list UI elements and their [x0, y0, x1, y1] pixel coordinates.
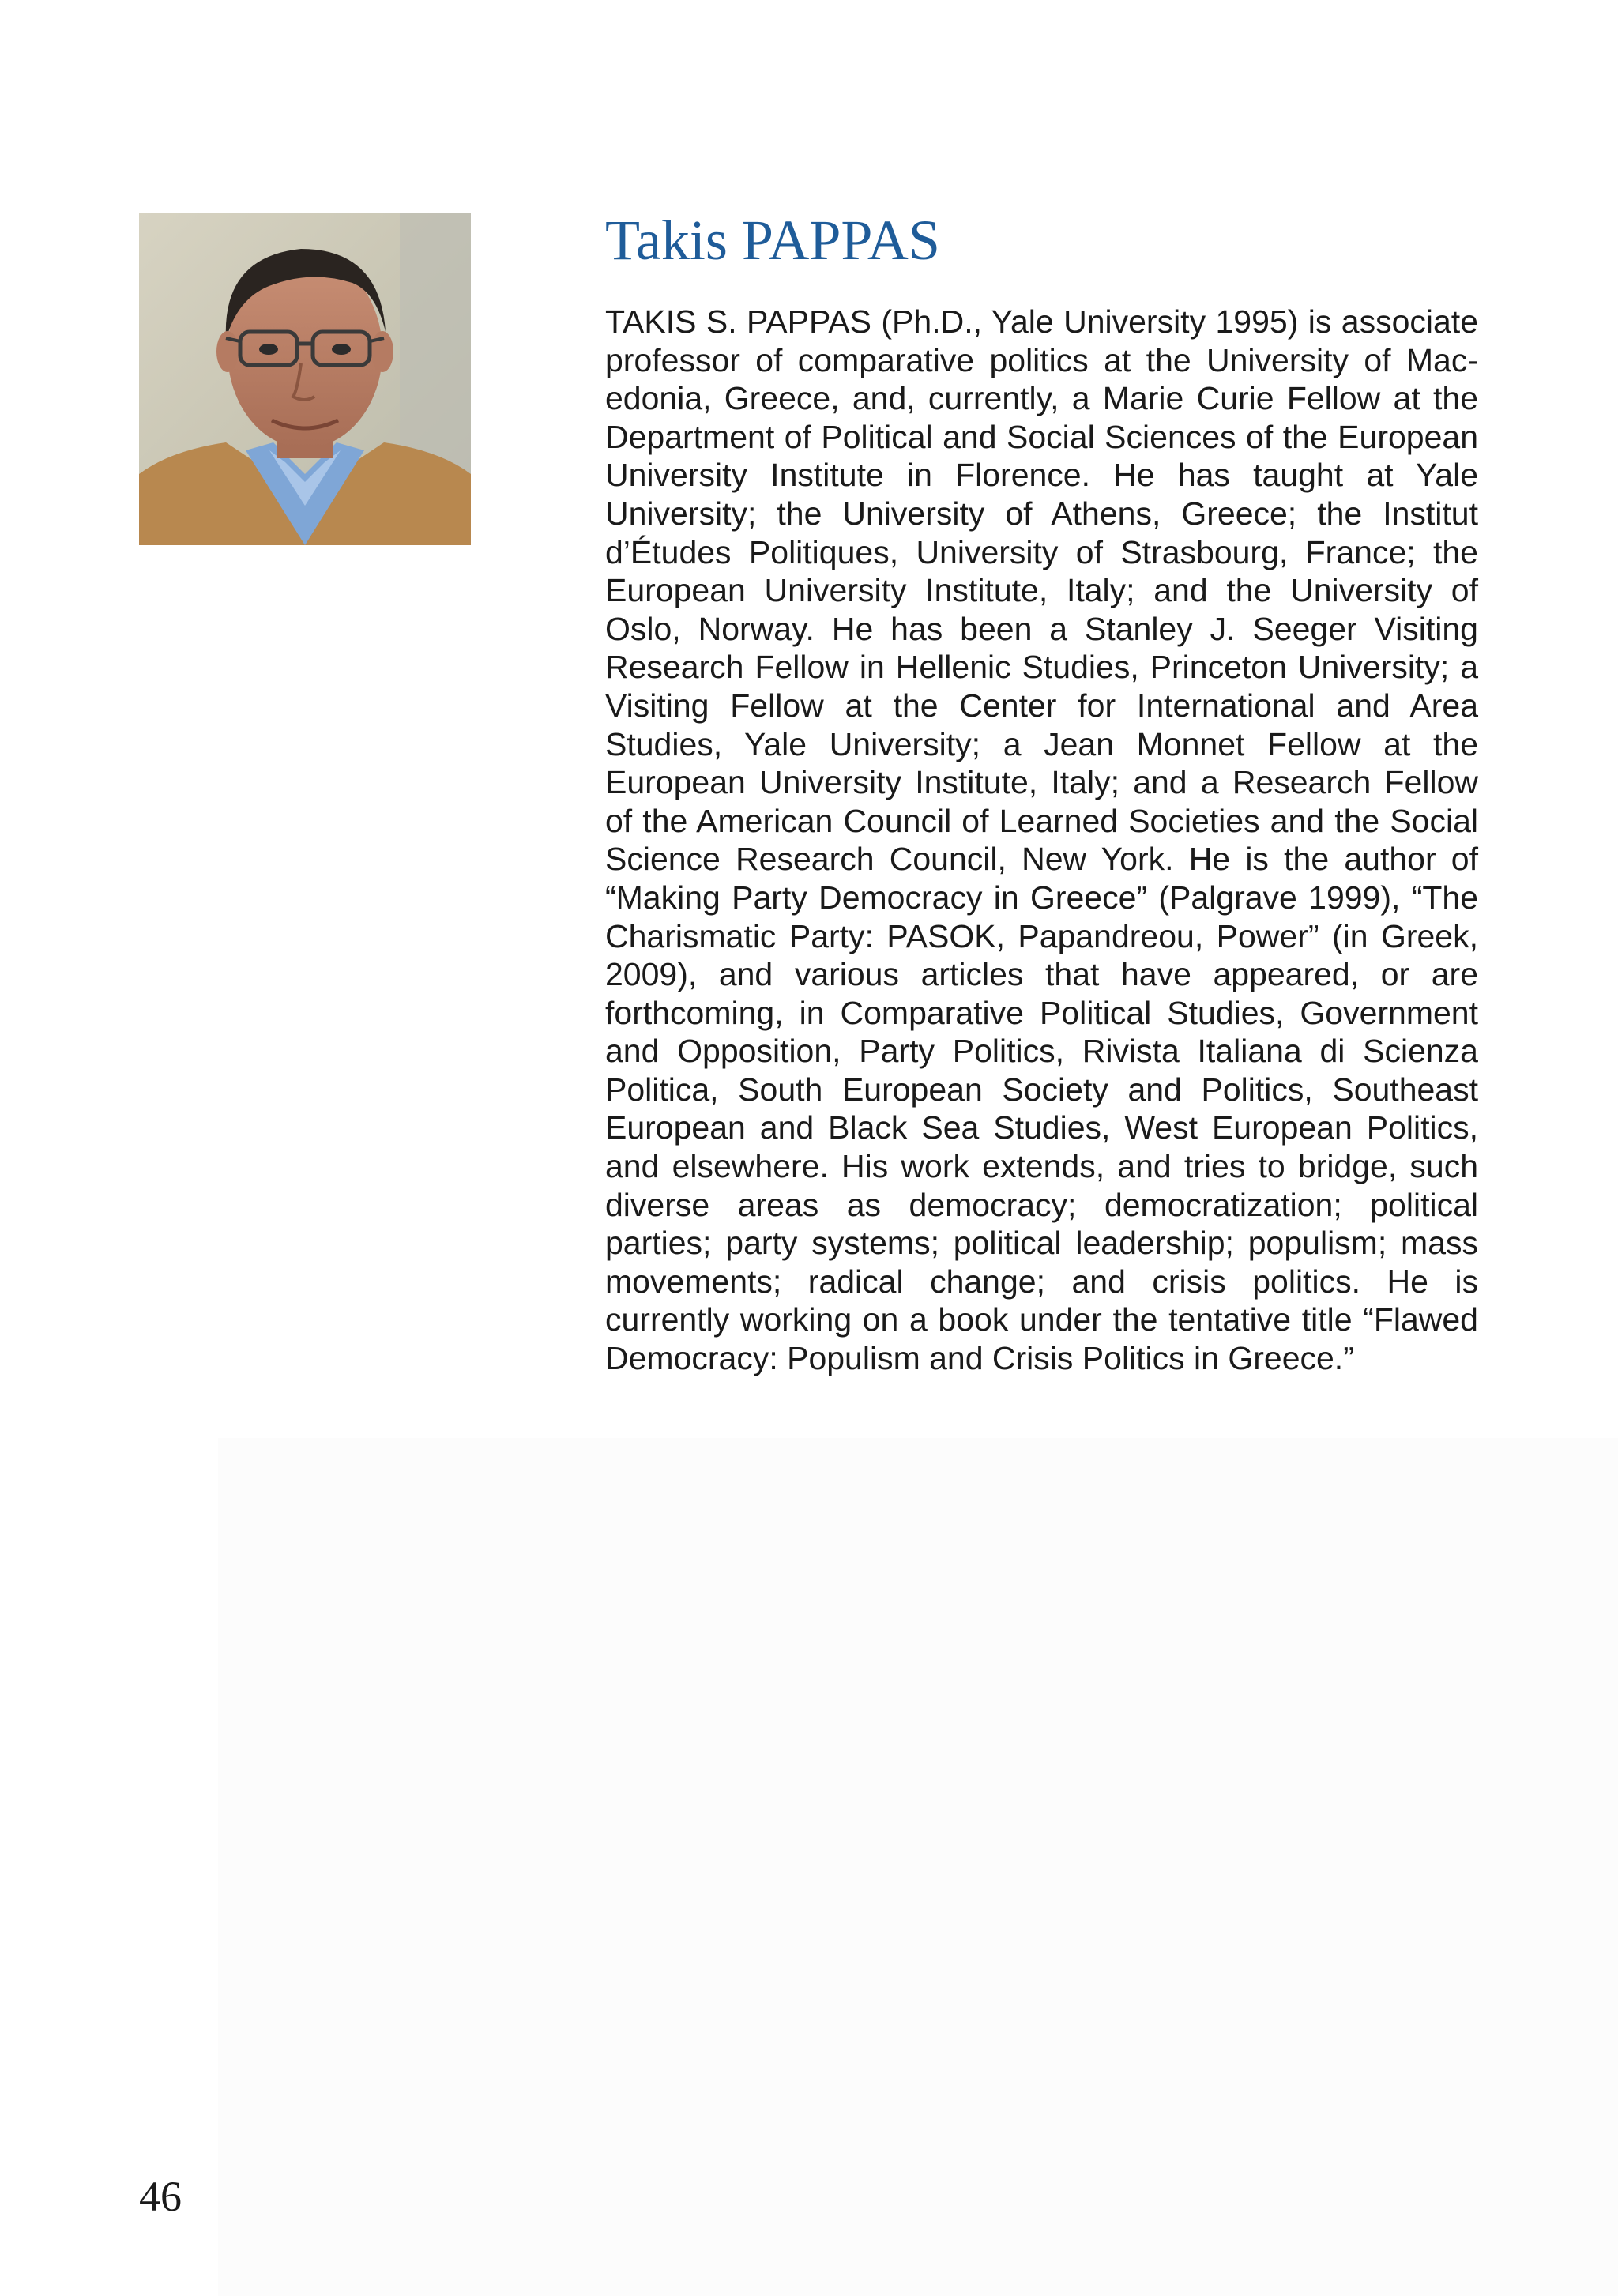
biography-paragraph: TAKIS S. PAPPAS (Ph.D., Yale University 1995) is associate professor of comparative politics at the University of Macedonia, Greece, and, currently, a Marie Curie Fellow at the Department of Political and Social Sciences of the European University Institute in Florence. He has taught at Yale University; the University of Athens, Greece; the Institut d’Études Politiques, University of Strasbourg, France; the European University Institute, Italy; and the University of Oslo, Norway. He has been a Stanley J. Seeger Visiting Research Fellow in Hellenic Studies, Princeton University; a Visiting Fellow at the Center for International and Area Studies, Yale University; a Jean Monnet Fellow at the European University Institute, Italy; and a Research Fellow of the American Council of Learned Societies and the Social Science Research Council, New York. He is the author of “Making Party Democracy in Greece” (Palgrave 1999), “The Charismatic Party: PASOK, Papandreou, Power” (in Greek, 2009), and various articles that have appeared, or are forthcoming, in Comparative Political Studies, Government and Opposition, Party Politics, Rivista Italiana di Scienza Politica, South European Society and Politics, Southeast European and Black Sea Studies, West European Politics, and elsewhere. His work extends, and tries to bridge, such diverse areas as democracy; democratization; political parties; party systems; political leadership; populism; mass movements; radical change; and crisis politics. He is currently working on a book under the tentative title “Flawed Democracy: Populism and Crisis Politics in Greece.”: [605, 303, 1478, 1377]
page-background-shade: [218, 1438, 1618, 2296]
page-number: 46: [139, 2173, 182, 2220]
person-name-heading: Takis PAPPAS: [605, 209, 940, 272]
portrait-photo: [139, 213, 471, 545]
